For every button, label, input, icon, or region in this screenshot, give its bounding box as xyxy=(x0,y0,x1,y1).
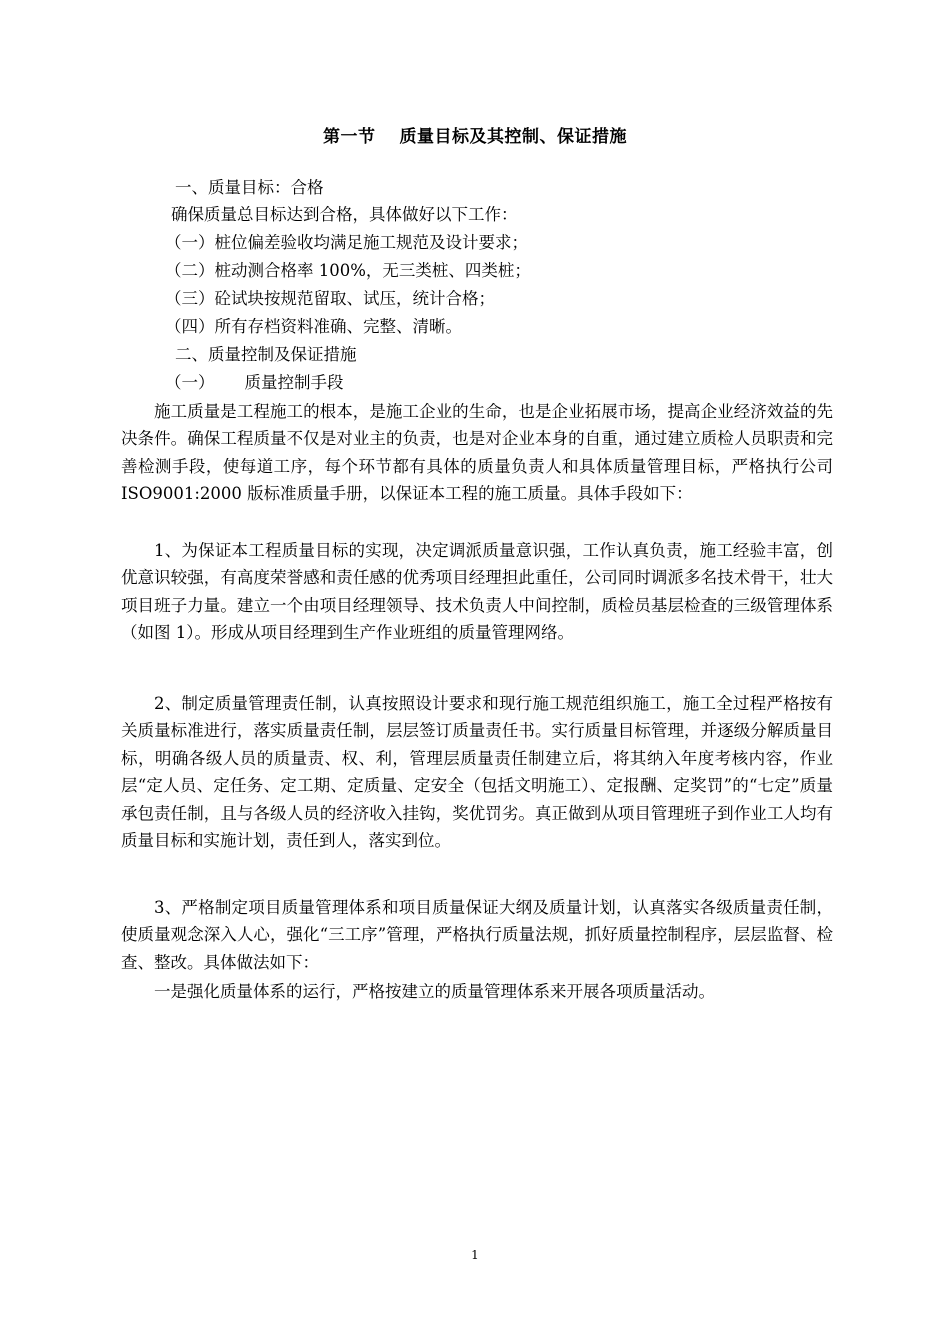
section-number: 第一节 xyxy=(323,127,376,147)
page-number: 1 xyxy=(471,1248,479,1262)
paragraph-item-2: 2、制定质量管理责任制，认真按照设计要求和现行施工规范组织施工，施工全过程严格按有关质量标准进行，落实质量责任制，层层签订质量责任书。实行质量目标管理，并逐级分解质量目标，明确各级人员的质量责、权、利，管理层质量责任制建立后，将其纳入年度考核内容，作业层“定人员、定任务、定工期、定质量、定安全（包括文明施工）、定报酬、定奖罚”的“七定”质量承包责任制，且与各级人员的经济收入挂钩，奖优罚劣。真正做到从项目管理班子到作业工人均有质量目标和实施计划，责任到人，落实到位。 xyxy=(121,694,833,851)
intro-text: 确保质量总目标达到合格，具体做好以下工作： xyxy=(171,205,518,224)
subheading xyxy=(165,373,344,393)
goal-item-3: （三）砼试块按规范留取、试压，统计合格； xyxy=(165,289,495,308)
subheading-number: （一） xyxy=(165,373,215,392)
goal-item-2: （二）桩动测合格率 100%，无三类桩、四类桩； xyxy=(165,261,531,280)
subheading-text: 质量控制手段 xyxy=(244,373,344,392)
goal-item-4: （四）所有存档资料准确、完整、清晰。 xyxy=(165,317,462,336)
section-title xyxy=(0,122,950,147)
paragraph-item-3: 3、严格制定项目质量管理体系和项目质量保证大纲及质量计划，认真落实各级质量责任制，使质量观念深入人心，强化“三工序”管理，严格执行质量法规，抓好质量控制程序，层层监督、检查、整改。具体做法如下： xyxy=(121,898,833,972)
heading-quality-control: 二、质量控制及保证措施 xyxy=(175,345,357,364)
goal-item-1: （一）桩位偏差验收均满足施工规范及设计要求； xyxy=(165,233,528,252)
paragraph-practice-1: 一是强化质量体系的运行，严格按建立的质量管理体系来开展各项质量活动。 xyxy=(154,982,715,1001)
heading-quality-goal: 一、质量目标：合格 xyxy=(175,178,324,197)
section-title-text: 质量目标及其控制、保证措施 xyxy=(399,127,627,147)
paragraph-item-1: 1、为保证本工程质量目标的实现，决定调派质量意识强，工作认真负责，施工经验丰富，创优意识较强，有高度荣誉感和责任感的优秀项目经理担此重任，公司同时调派多名技术骨干，壮大项目班子力量。建立一个由项目经理领导、技术负责人中间控制，质检员基层检查的三级管理体系（如图 1）。形成从项目经理到生产作业班组的质量管理网络。 xyxy=(121,541,833,643)
paragraph-intro: 施工质量是工程施工的根本，是施工企业的生命，也是企业拓展市场，提高企业经济效益的先决条件。确保工程质量不仅是对业主的负责，也是对企业本身的自重，通过建立质检人员职责和完善检测手段，使每道工序，每个环节都有具体的质量负责人和具体质量管理目标，严格执行公司 ISO9001:2000 版标准质量手册，以保证本工程的施工质量。具体手段如下： xyxy=(121,402,833,504)
